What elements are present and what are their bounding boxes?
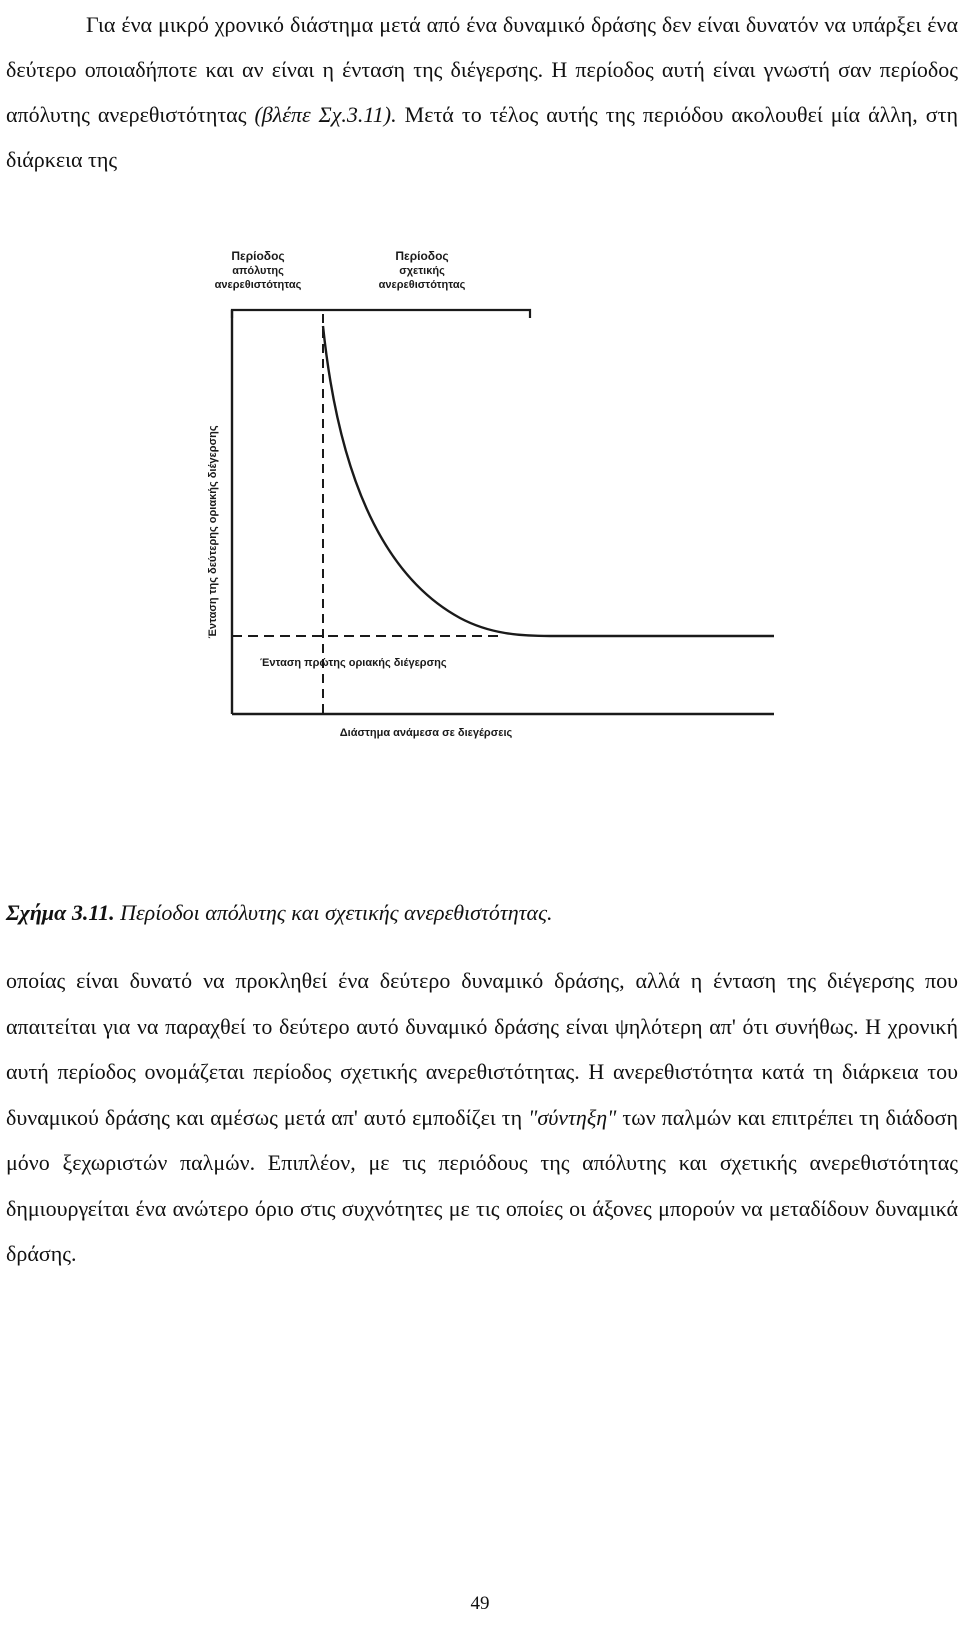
caption-text: Περίοδοι απόλυτης και σχετικής ανερεθιστότητας. (114, 900, 553, 925)
y-axis-label: Ένταση της δεύτερης οριακής διέγερσης (207, 425, 219, 639)
figure-reference: (βλέπε Σχ.3.11). (254, 102, 397, 127)
figure-refractory-periods (160, 240, 800, 800)
label-absolute-line1: Περίοδος (231, 249, 285, 263)
label-absolute-line2: απόλυτης (232, 265, 284, 277)
label-relative-line3: ανερεθιστότητας (378, 279, 466, 291)
label-relative-line2: σχετικής (399, 265, 445, 277)
bottom-paragraph-text: οποίας είναι δυνατό να προκληθεί ένα δεύτερο δυναμικό δράσης, αλλά η ένταση της διέγερσης που απαιτείται για να παραχθεί το δεύτερο αυτό δυναμικό δράσης είναι ψηλότερη απ' ότι συνήθως. Η χρονική αυτή περίοδος ονομάζεται περίοδος σχετικής ανερεθιστότητας. Η ανερεθιστότητα κατά τη διάρκεια του δυναμικού δράσης και αμέσως μετά απ' αυτό εμποδίζει τη (6, 968, 958, 1130)
label-relative-line1: Περίοδος (395, 249, 449, 263)
threshold-label: Ένταση πρώτης οριακής διέγερσης (260, 657, 447, 669)
refractory-diagram (160, 240, 800, 800)
label-absolute-line3: ανερεθιστότητας (214, 279, 302, 291)
top-paragraph (6, 2, 958, 182)
page-number: 49 (470, 1593, 490, 1614)
bottom-paragraph (6, 958, 958, 1277)
bottom-paragraph-text-end: των παλμών και επιτρέπει τη διάδοση μόνο ξεχωριστών παλμών. Επιπλέον, με τις περιόδους της απόλυτης και σχετικής ανερεθιστότητας δημιουργείται ένα ανώτερο όριο στις συχνότητες με τις οποίες οι άξονες μπορούν να μεταδίδουν δυναμικά δράσης. (6, 1104, 959, 1266)
x-axis-label: Διάστημα ανάμεσα σε διεγέρσεις (339, 727, 513, 739)
top-paragraph-text-end: Μετά το τέλος αυτής της περιόδου ακολουθεί μία άλλη, στη διάρκεια της (6, 102, 958, 172)
quoted-term: "σύντηξη" (528, 1104, 617, 1130)
top-paragraph-text: Για ένα μικρό χρονικό διάστημα μετά από ένα δυναμικό δράσης δεν είναι δυνατόν να υπάρξει ένα δεύτερο οποιαδήποτε και αν είναι η ένταση της διέγερσης. Η περίοδος αυτή είναι γνωστή σαν περίοδος απόλυτης ανερεθιστότητας (6, 12, 958, 127)
figure-caption (6, 898, 553, 928)
caption-label: Σχήμα 3.11. (6, 900, 115, 925)
period-bracket (232, 310, 530, 318)
threshold-recovery-curve (323, 326, 774, 636)
